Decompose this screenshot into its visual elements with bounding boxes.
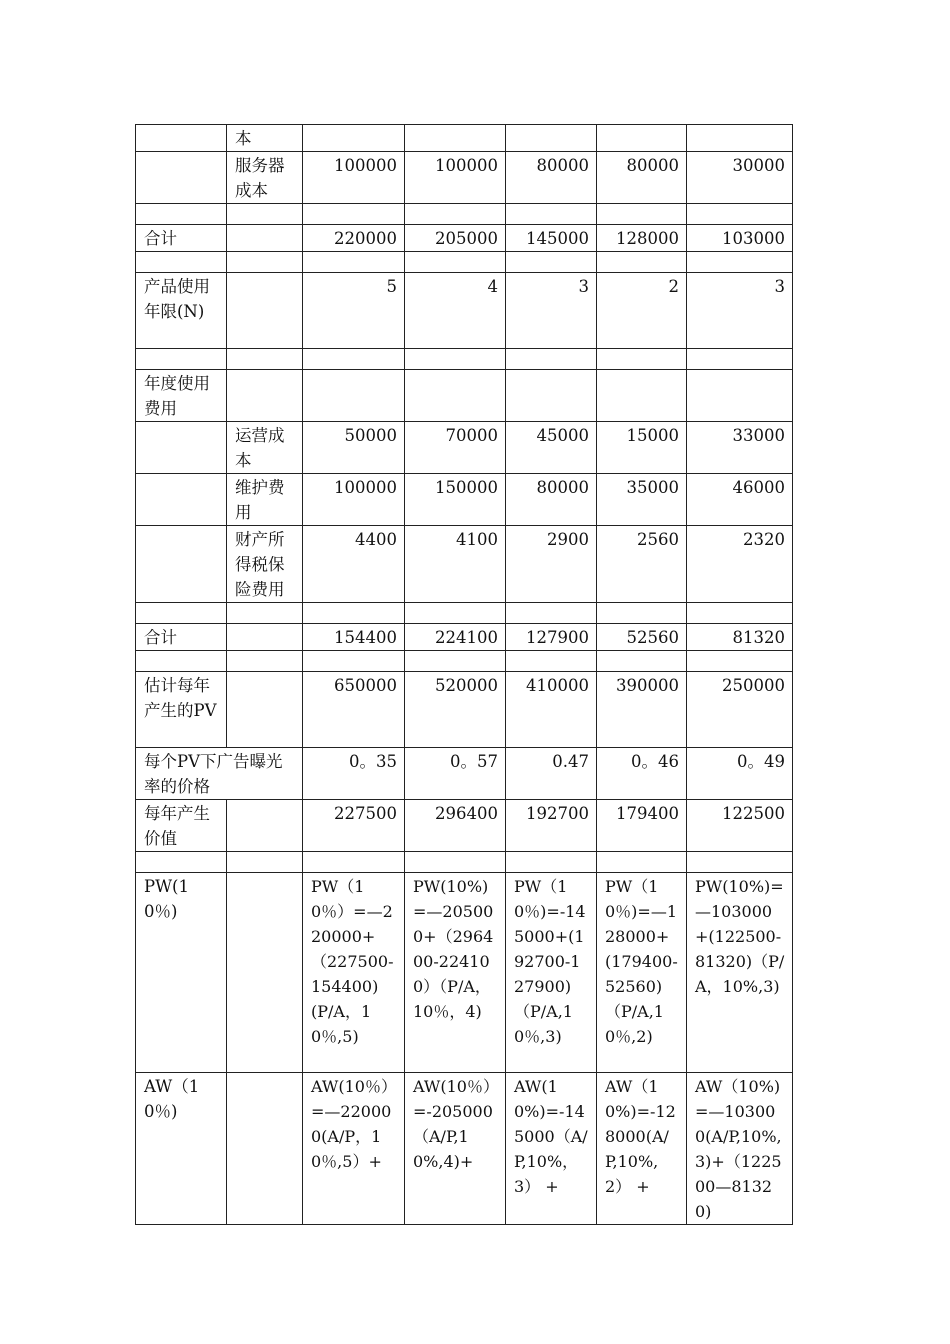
value-cell: 0。57 [405, 748, 506, 800]
sub-label-cell: 服务器成本 [227, 152, 303, 204]
table-row [136, 672, 793, 748]
sub-label-cell [227, 273, 303, 349]
empty-cell [506, 651, 597, 672]
formula-cell: PW（10％)=—128000+(179400-52560)（P/A,10％,2) [597, 873, 687, 1073]
sub-label-cell [227, 624, 303, 651]
value-cell [506, 370, 597, 422]
row-label-cell: 年度使用费用 [136, 370, 227, 422]
empty-cell [687, 349, 793, 370]
row-label-cell: PW(10％) [136, 873, 227, 1073]
sub-label-cell [227, 672, 303, 748]
value-cell [303, 125, 405, 152]
row-label-cell: AW（10％) [136, 1073, 227, 1225]
formula-cell: AW(10％）=—220000(A/P，10％,5）+ [303, 1073, 405, 1225]
value-cell [405, 125, 506, 152]
empty-cell [597, 603, 687, 624]
value-cell: 35000 [597, 474, 687, 526]
value-cell: 33000 [687, 422, 793, 474]
empty-cell [303, 349, 405, 370]
spacer-row [136, 349, 793, 370]
empty-cell [597, 852, 687, 873]
value-cell: 50000 [303, 422, 405, 474]
value-cell: 520000 [405, 672, 506, 748]
value-cell: 70000 [405, 422, 506, 474]
empty-cell [227, 252, 303, 273]
empty-cell [597, 651, 687, 672]
sub-label-cell: 财产所得税保险费用 [227, 526, 303, 603]
value-cell [405, 370, 506, 422]
value-cell: 179400 [597, 800, 687, 852]
empty-cell [303, 204, 405, 225]
spacer-row [136, 852, 793, 873]
row-label-cell: 合计 [136, 225, 227, 252]
sub-label-cell [227, 1073, 303, 1225]
row-label-cell [136, 422, 227, 474]
financial-comparison-table [135, 124, 793, 1225]
value-cell: 0。49 [687, 748, 793, 800]
row-label-cell: 估计每年产生的PV [136, 672, 227, 748]
empty-cell [227, 852, 303, 873]
value-cell: 5 [303, 273, 405, 349]
empty-cell [136, 204, 227, 225]
empty-cell [687, 204, 793, 225]
row-label-cell: 每年产生价值 [136, 800, 227, 852]
value-cell [687, 125, 793, 152]
empty-cell [597, 204, 687, 225]
table-row [136, 474, 793, 526]
empty-cell [136, 252, 227, 273]
sub-label-cell [227, 370, 303, 422]
value-cell: 46000 [687, 474, 793, 526]
table-row [136, 225, 793, 252]
empty-cell [303, 852, 405, 873]
formula-cell: AW（10%)=—103000(A/P,10%,3)+（122500—81320) [687, 1073, 793, 1225]
sub-label-cell [227, 800, 303, 852]
empty-cell [136, 349, 227, 370]
value-cell: 154400 [303, 624, 405, 651]
value-cell: 2560 [597, 526, 687, 603]
spacer-row [136, 252, 793, 273]
formula-cell: AW（10%)=-128000(A/P,10%,2） + [597, 1073, 687, 1225]
formula-cell: AW(10%)=-145000（A/P,10%，3） + [506, 1073, 597, 1225]
table-row [136, 422, 793, 474]
value-cell [687, 370, 793, 422]
value-cell: 52560 [597, 624, 687, 651]
value-cell: 2 [597, 273, 687, 349]
empty-cell [506, 204, 597, 225]
empty-cell [136, 651, 227, 672]
value-cell: 80000 [506, 152, 597, 204]
empty-cell [405, 603, 506, 624]
empty-cell [687, 603, 793, 624]
value-cell: 192700 [506, 800, 597, 852]
row-label-cell [136, 526, 227, 603]
value-cell: 145000 [506, 225, 597, 252]
table-row [136, 748, 793, 800]
table-row [136, 273, 793, 349]
table-row [136, 873, 793, 1073]
table-row [136, 125, 793, 152]
value-cell: 650000 [303, 672, 405, 748]
table-body [136, 125, 793, 1225]
value-cell: 2320 [687, 526, 793, 603]
value-cell: 227500 [303, 800, 405, 852]
value-cell: 150000 [405, 474, 506, 526]
value-cell: 80000 [506, 474, 597, 526]
table-row [136, 152, 793, 204]
value-cell: 224100 [405, 624, 506, 651]
empty-cell [227, 603, 303, 624]
table-row [136, 800, 793, 852]
value-cell [506, 125, 597, 152]
value-cell: 0。35 [303, 748, 405, 800]
value-cell: 45000 [506, 422, 597, 474]
table-row [136, 370, 793, 422]
row-label-cell: 每个PV下广告曝光率的价格 [136, 748, 303, 800]
value-cell: 2900 [506, 526, 597, 603]
empty-cell [405, 852, 506, 873]
value-cell: 410000 [506, 672, 597, 748]
value-cell: 4400 [303, 526, 405, 603]
value-cell: 81320 [687, 624, 793, 651]
empty-cell [506, 252, 597, 273]
value-cell: 15000 [597, 422, 687, 474]
value-cell: 4100 [405, 526, 506, 603]
row-label-cell [136, 152, 227, 204]
value-cell: 0.47 [506, 748, 597, 800]
row-label-cell: 合计 [136, 624, 227, 651]
value-cell: 3 [506, 273, 597, 349]
value-cell: 390000 [597, 672, 687, 748]
sub-label-cell: 维护费用 [227, 474, 303, 526]
empty-cell [136, 852, 227, 873]
value-cell: 3 [687, 273, 793, 349]
value-cell: 220000 [303, 225, 405, 252]
row-label-cell: 产品使用年限(N) [136, 273, 227, 349]
empty-cell [303, 651, 405, 672]
empty-cell [227, 651, 303, 672]
value-cell: 127900 [506, 624, 597, 651]
empty-cell [405, 349, 506, 370]
value-cell: 205000 [405, 225, 506, 252]
value-cell [597, 370, 687, 422]
formula-cell: PW(10%)=—205000+（296400-224100）（P/A，10％，4) [405, 873, 506, 1073]
row-label-cell [136, 125, 227, 152]
value-cell: 128000 [597, 225, 687, 252]
empty-cell [303, 603, 405, 624]
empty-cell [597, 252, 687, 273]
value-cell: 100000 [303, 474, 405, 526]
empty-cell [405, 252, 506, 273]
value-cell: 122500 [687, 800, 793, 852]
empty-cell [405, 204, 506, 225]
formula-cell: PW(10%)=—103000+(122500-81320)（P/A，10%,3) [687, 873, 793, 1073]
sub-label-cell: 运营成本 [227, 422, 303, 474]
value-cell: 0。46 [597, 748, 687, 800]
value-cell: 103000 [687, 225, 793, 252]
value-cell [597, 125, 687, 152]
empty-cell [227, 204, 303, 225]
value-cell: 30000 [687, 152, 793, 204]
value-cell [303, 370, 405, 422]
empty-cell [303, 252, 405, 273]
spacer-row [136, 204, 793, 225]
table-row [136, 624, 793, 651]
formula-cell: AW(10％）=-205000（A/P,10%,4)+ [405, 1073, 506, 1225]
empty-cell [506, 852, 597, 873]
sub-label-cell: 本 [227, 125, 303, 152]
empty-cell [136, 603, 227, 624]
empty-cell [687, 651, 793, 672]
value-cell: 4 [405, 273, 506, 349]
value-cell: 100000 [405, 152, 506, 204]
table-row [136, 526, 793, 603]
empty-cell [687, 252, 793, 273]
empty-cell [597, 349, 687, 370]
value-cell: 100000 [303, 152, 405, 204]
empty-cell [405, 651, 506, 672]
empty-cell [506, 603, 597, 624]
row-label-cell [136, 474, 227, 526]
spacer-row [136, 651, 793, 672]
empty-cell [687, 852, 793, 873]
value-cell: 296400 [405, 800, 506, 852]
value-cell: 250000 [687, 672, 793, 748]
empty-cell [506, 349, 597, 370]
value-cell: 80000 [597, 152, 687, 204]
formula-cell: PW（10％）=—220000+（227500-154400)(P/A，10％,5) [303, 873, 405, 1073]
table-row [136, 1073, 793, 1225]
sub-label-cell [227, 225, 303, 252]
empty-cell [227, 349, 303, 370]
sub-label-cell [227, 873, 303, 1073]
formula-cell: PW（10％)=-145000+(192700-127900)（P/A,10％,3) [506, 873, 597, 1073]
spacer-row [136, 603, 793, 624]
